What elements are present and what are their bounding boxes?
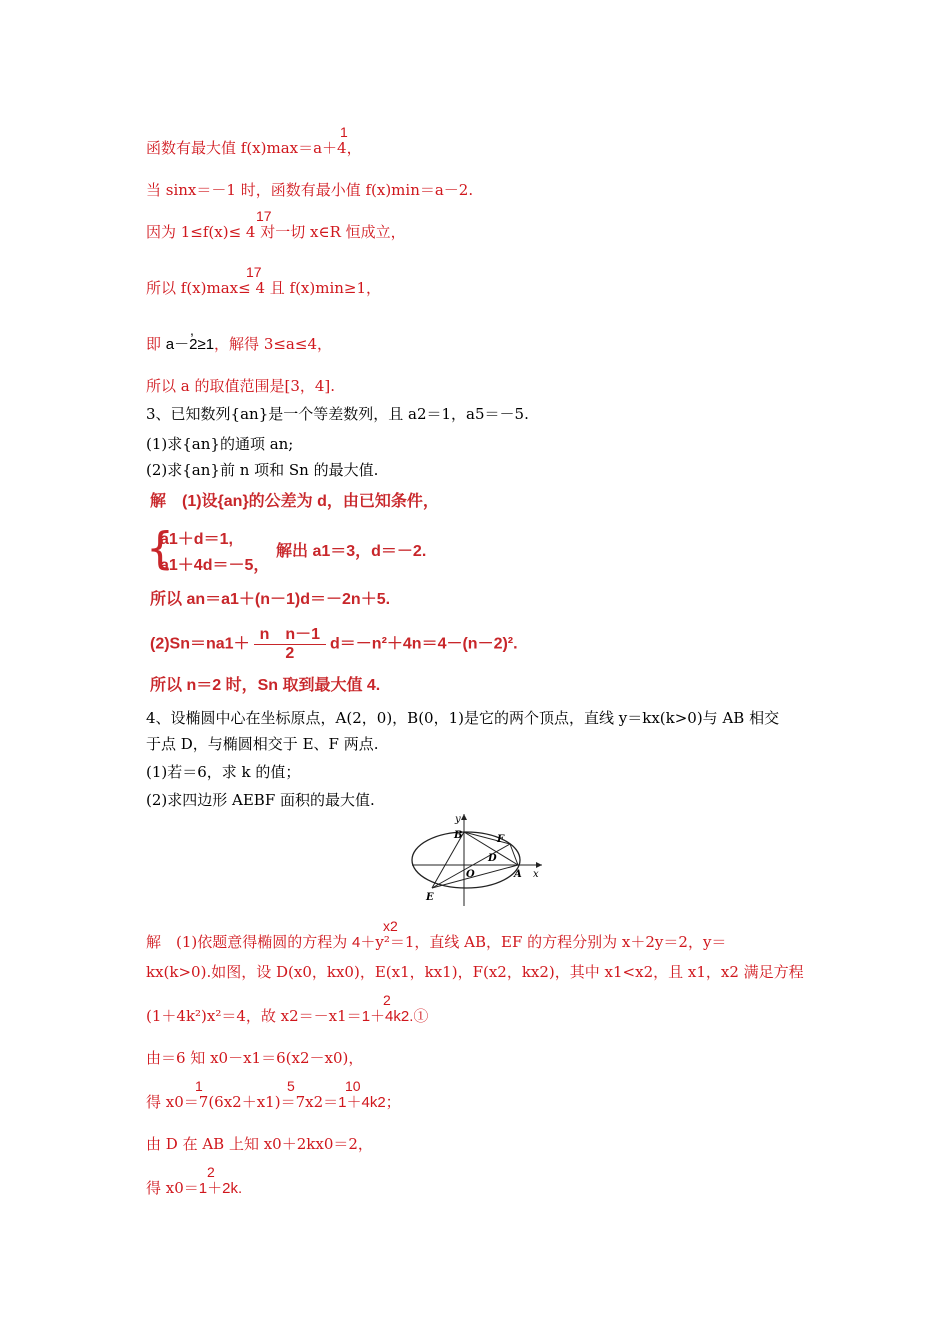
solution-line: 所以 n＝2 时，Sn 取到最大值 4. (150, 677, 381, 694)
text-seg: 解 (1)依题意得椭圆的方程为 (146, 933, 353, 951)
fraction-numerator: 2 (383, 992, 391, 1008)
text-seg: 得 x0＝ (146, 1179, 199, 1197)
fraction-numerator: 5 (287, 1078, 295, 1094)
answer-line (146, 1006, 428, 1027)
label-x: x (533, 869, 539, 880)
answer-line (146, 932, 726, 953)
fraction-numerator: 17 (246, 264, 262, 280)
solution-line: a1＋d＝1, (160, 531, 233, 548)
text-seg: 1＋4k2.① (361, 1008, 429, 1025)
text-seg: 得 x0＝ (146, 1093, 199, 1111)
text-seg: d＝－n²＋4n＝4－(n－2)². (330, 635, 518, 653)
question-4: 4、设椭圆中心在坐标原点，A(2，0)，B(0，1)是它的两个顶点，直线 y＝kx(k>0)与 AB 相交 (146, 709, 780, 727)
label-d: D (488, 853, 497, 864)
text-line: 当 sinx＝－1 时，函数有最小值 f(x)min＝a－2. (146, 181, 474, 199)
text-seg: (2)Sn＝na1＋ (150, 635, 250, 653)
fraction-denominator: 2 (285, 645, 295, 662)
solution-line: 解 (1)设{an}的公差为 d，由已知条件， (150, 493, 439, 510)
text-seg: 即 (146, 335, 166, 353)
label-y: y (455, 814, 461, 825)
text-seg: 7(6x2＋x1)＝ (198, 1093, 296, 1111)
label-f: F (497, 834, 505, 845)
text-line: 因为 1≤f(x)≤ 4 对一切 x∈R 恒成立， (146, 223, 406, 241)
text-seg: (1＋4k²)x²＝4，故 x2＝－x1＝ (146, 1007, 362, 1025)
text-line: 所以 a 的取值范围是[3，4]. (146, 377, 336, 395)
question-4-part-2: (2)求四边形 AEBF 面积的最大值. (146, 791, 375, 809)
ellipse-figure (408, 810, 548, 906)
system-brace: { (146, 523, 174, 574)
answer-line: 由 D 在 AB 上知 x0＋2kx0＝2， (146, 1135, 373, 1153)
text-seg: ＋y²＝1，直线 AB，EF 的方程分别为 x＋2y＝2，y＝ (360, 933, 727, 951)
question-4-part-1: (1)若＝6，求 k 的值； (146, 763, 301, 781)
label-e: E (426, 892, 434, 903)
text-seg: a－2≥1 (165, 336, 215, 353)
fraction (254, 626, 326, 663)
text-seg: 7x2＝ (295, 1093, 339, 1111)
solution-line (150, 626, 518, 663)
text-line: 所以 f(x)max≤ 4 且 f(x)min≥1， (146, 279, 382, 297)
comma-mark: , (190, 322, 194, 338)
question-3: 3、已知数列{an}是一个等差数列，且 a2＝1，a5＝－5. (146, 405, 529, 423)
fraction-denominator: 4 (352, 934, 361, 951)
label-o: O (466, 869, 475, 880)
fraction-numerator: n n－1 (254, 626, 326, 645)
question-4: 于点 D，与椭圆相交于 E、F 两点. (146, 735, 379, 753)
question-3-part-2: (2)求{an}前 n 项和 Sn 的最大值. (146, 461, 379, 479)
solution-line: a1＋4d＝－5， (160, 557, 270, 574)
fraction-numerator: 1 (195, 1078, 203, 1094)
answer-line (146, 1178, 242, 1199)
text-seg: ，解得 3≤a≤4， (214, 335, 332, 353)
label-b: B (454, 830, 463, 841)
fraction-numerator: 17 (256, 208, 272, 224)
solution-line: 解出 a1＝3，d＝－2. (276, 543, 427, 560)
answer-line (146, 1092, 401, 1113)
fraction-numerator: 2 (207, 1164, 215, 1180)
solution-line: 所以 an＝a1＋(n－1)d＝－2n＋5. (150, 591, 391, 608)
question-3-part-1: (1)求{an}的通项 an; (146, 435, 294, 453)
text-line (146, 334, 332, 355)
fraction-numerator: 1 (340, 124, 348, 140)
text-seg: 1＋4k2； (338, 1094, 401, 1111)
label-a: A (514, 869, 522, 880)
text-seg: 1＋2k. (198, 1180, 243, 1197)
fraction-numerator: x2 (383, 918, 398, 934)
answer-line: kx(k>0).如图，设 D(x0，kx0)，E(x1，kx1)，F(x2，kx2)，其中 x1<x2，且 x1，x2 满足方程 (146, 963, 804, 981)
text-line: 函数有最大值 f(x)max＝a＋4， (146, 139, 362, 157)
answer-line: 由＝6 知 x0－x1＝6(x2－x0)， (146, 1049, 364, 1067)
fraction-numerator: 10 (345, 1078, 361, 1094)
